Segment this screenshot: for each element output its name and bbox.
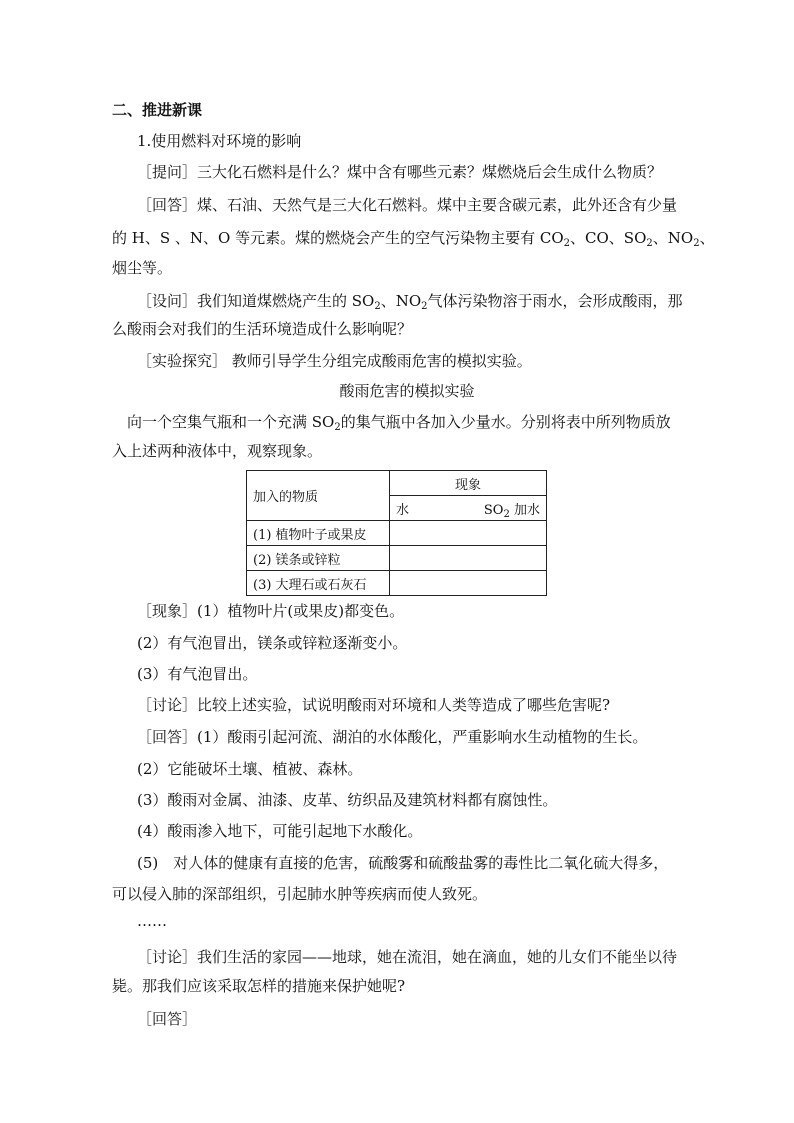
table-cell-empty xyxy=(390,546,547,571)
discussion-tag: ［讨论］ xyxy=(137,948,198,966)
table-header-phenomenon: 现象 xyxy=(390,471,547,496)
answer-2-item-5-line-1: (5) 对人体的健康有直接的危害，硫酸雾和硫酸盐雾的毒性比二氧化硫大得多， xyxy=(137,854,669,872)
answer-2-item-4: (4）酸雨渗入地下，可能引起地下水酸化。 xyxy=(137,822,423,840)
experiment-tag: ［实验探究］ xyxy=(137,352,228,370)
phenomenon-2: (2）有气泡冒出，镁条或锌粒逐渐变小。 xyxy=(137,634,408,652)
answer-2-item-3: (3）酸雨对金属、油漆、皮革、纺织品及建筑材料都有腐蚀性。 xyxy=(137,791,558,809)
rhetorical-question-line-1: ［设问］我们知道煤燃烧产生的 $SO_2$、$NO_2$气体污染物溶于雨水，会形成酸雨，那 xyxy=(137,292,683,312)
table-cell-substance: (3) 大理石或石灰石 xyxy=(247,571,390,596)
question-text: 三大化石燃料是什么？煤中含有哪些元素？煤燃烧后会生成什么物质？ xyxy=(197,163,663,181)
table-header-substance: 加入的物质 xyxy=(247,471,390,521)
rhetorical-question-line-2: 么酸雨会对我们的生活环境造成什么影响呢？ xyxy=(112,320,413,338)
section-heading: 二、推进新课 xyxy=(112,101,203,119)
phenomenon-3: (3）有气泡冒出。 xyxy=(137,665,258,683)
table-row xyxy=(247,521,547,546)
table-subheader-water: 水 xyxy=(396,502,410,518)
answer-tag: ［回答］ xyxy=(137,728,198,746)
table-subheader-so2-water: $SO_2$ 加水 xyxy=(483,502,540,520)
table-cell-empty xyxy=(390,521,547,546)
phenomenon-tag: ［现象］ xyxy=(137,602,198,620)
subheading: 1.使用燃料对环境的影响 xyxy=(137,132,302,150)
experiment-description-line-1: 向一个空集气瓶和一个充满 $SO_2$的集气瓶中各加入少量水。分别将表中所列物质放 xyxy=(127,413,671,433)
answer-2-item-5-line-2: 可以侵入肺的深部组织，引起肺水肿等疾病而使人致死。 xyxy=(112,885,488,903)
question-paragraph xyxy=(137,161,727,183)
phenomenon-1: ［现象］(1）植物叶片(或果皮)都变色。 xyxy=(137,602,405,620)
answer-line-2: 的 H、S 、N、O 等元素。煤的燃烧会产生的空气污染物主要有 $CO_2$、CO、$SO_2$、$NO_2$、 xyxy=(112,229,715,249)
answer-3: ［回答］ xyxy=(137,1010,198,1028)
table-row xyxy=(247,546,547,571)
answer-line-3: 烟尘等。 xyxy=(112,259,173,277)
table-cell-substance: (1) 植物叶子或果皮 xyxy=(247,521,390,546)
table-cell-empty xyxy=(390,571,547,596)
discussion-tag: ［讨论］ xyxy=(137,696,198,714)
table-row xyxy=(247,571,547,596)
rhetorical-tag: ［设问］ xyxy=(137,292,198,310)
answer-line-1: ［回答］煤、石油、天然气是三大化石燃料。煤中主要含碳元素，此外还含有少量 xyxy=(137,196,678,214)
discussion-2-line-1: ［讨论］我们生活的家园——地球，她在流泪，她在滴血，她的儿女们不能坐以待 xyxy=(137,948,678,966)
experiment-description-line-2: 入上述两种液体中，观察现象。 xyxy=(112,442,323,460)
experiment-table xyxy=(246,470,547,596)
answer-tag: ［回答］ xyxy=(137,196,198,214)
experiment-intro: ［实验探究］ 教师引导学生分组完成酸雨危害的模拟实验。 xyxy=(137,352,532,370)
table-cell-substance: (2) 镁条或锌粒 xyxy=(247,546,390,571)
answer-2-item-2: (2）它能破坏土壤、植被、森林。 xyxy=(137,760,363,778)
experiment-title: 酸雨危害的模拟实验 xyxy=(339,382,475,400)
discussion-1: ［讨论］比较上述实验，试说明酸雨对环境和人类等造成了哪些危害呢? xyxy=(137,696,611,714)
answer-2-item-1: ［回答］(1）酸雨引起河流、湖泊的水体酸化，严重影响水生动植物的生长。 xyxy=(137,728,648,746)
question-tag: ［提问］ xyxy=(137,163,198,181)
discussion-2-line-2: 毙。那我们应该采取怎样的措施来保护她呢? xyxy=(112,977,406,995)
ellipsis: …… xyxy=(137,912,167,930)
table-subheader-row xyxy=(390,496,547,521)
